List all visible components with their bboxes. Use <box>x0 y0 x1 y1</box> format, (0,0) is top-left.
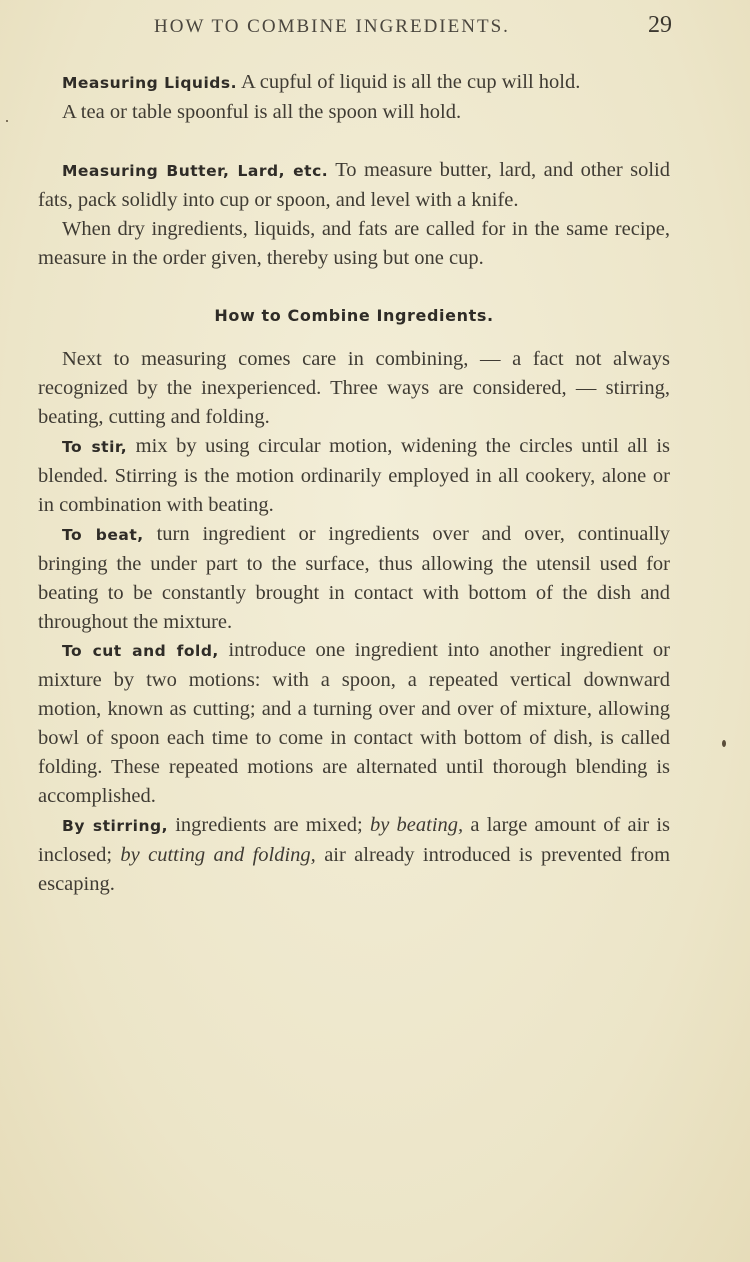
liquids-paragraph <box>38 68 670 98</box>
order-paragraph: When dry ingredients, liquids, and fats are called for in the same recipe, measure in the order given, thereby using but one cup. <box>38 217 670 269</box>
butter-text: To measure butter, lard, and other solid fats, pack solidly into cup or spoon, and level with a knife. <box>38 158 670 211</box>
butter-paragraph <box>38 156 670 215</box>
summary-beating: by beating, <box>369 813 464 836</box>
ink-speck <box>6 120 8 122</box>
summary-paragraph <box>38 811 670 899</box>
beat-lead: To beat, <box>62 525 144 544</box>
page-body <box>38 68 670 899</box>
liquids-lead: Measuring Liquids. <box>62 74 237 92</box>
summary-text-e: air already introduced is prevented from escaping. <box>38 843 671 895</box>
liquids-text: A cupful of liquid is all the cup will hold. <box>240 71 581 93</box>
running-head <box>38 14 670 44</box>
combine-intro: Next to measuring comes care in combining, — a fact not always recognized by the inexperienced. Three ways are considered, — stirring, beating, cutting and folding. <box>38 348 670 429</box>
running-title: HOW TO COMBINE INGREDIENTS. <box>154 16 510 37</box>
stir-lead: To stir, <box>62 438 128 457</box>
summary-text-c: a large amount of air is inclosed; <box>38 813 671 866</box>
ink-speck <box>722 740 726 747</box>
stir-text: mix by using circular motion, widening the circles until all is blended. Stirring is the motion ordinarily employed in all cookery, alone or in combination with beating. <box>38 435 671 516</box>
cut-fold-text: introduce one ingredient into another ingredient or mixture by two motions: with a spoon, a repeated vertical downward motion, known as cutting; and a turning over and over of mixture, allowing bowl of spoon each time to come in contact with bottom of dish, is called folding. These repeated motions are alternated until thorough blending is accomplished. <box>38 639 671 807</box>
summary-text-a: ingredients are mixed; <box>175 813 363 836</box>
beat-paragraph <box>38 520 670 637</box>
butter-lead: Measuring Butter, Lard, etc. <box>62 161 329 180</box>
page-number: 29 <box>648 12 672 38</box>
stir-paragraph <box>38 432 670 520</box>
cut-fold-lead: To cut and fold, <box>62 642 219 661</box>
cut-fold-paragraph <box>38 636 670 810</box>
summary-lead: By stirring, <box>62 816 168 835</box>
spoon-paragraph: A tea or table spoonful is all the spoon will hold. <box>62 100 462 123</box>
summary-cutting-folding: by cutting and folding, <box>120 843 316 866</box>
beat-text: turn ingredient or ingredients over and over, continually bringing the under part to the surface, thus allowing the utensil used for beating to be constantly brought in contact with bottom of the dish and throughout the mixture. <box>38 522 670 633</box>
section-heading: How to Combine Ingredients. <box>214 306 494 326</box>
